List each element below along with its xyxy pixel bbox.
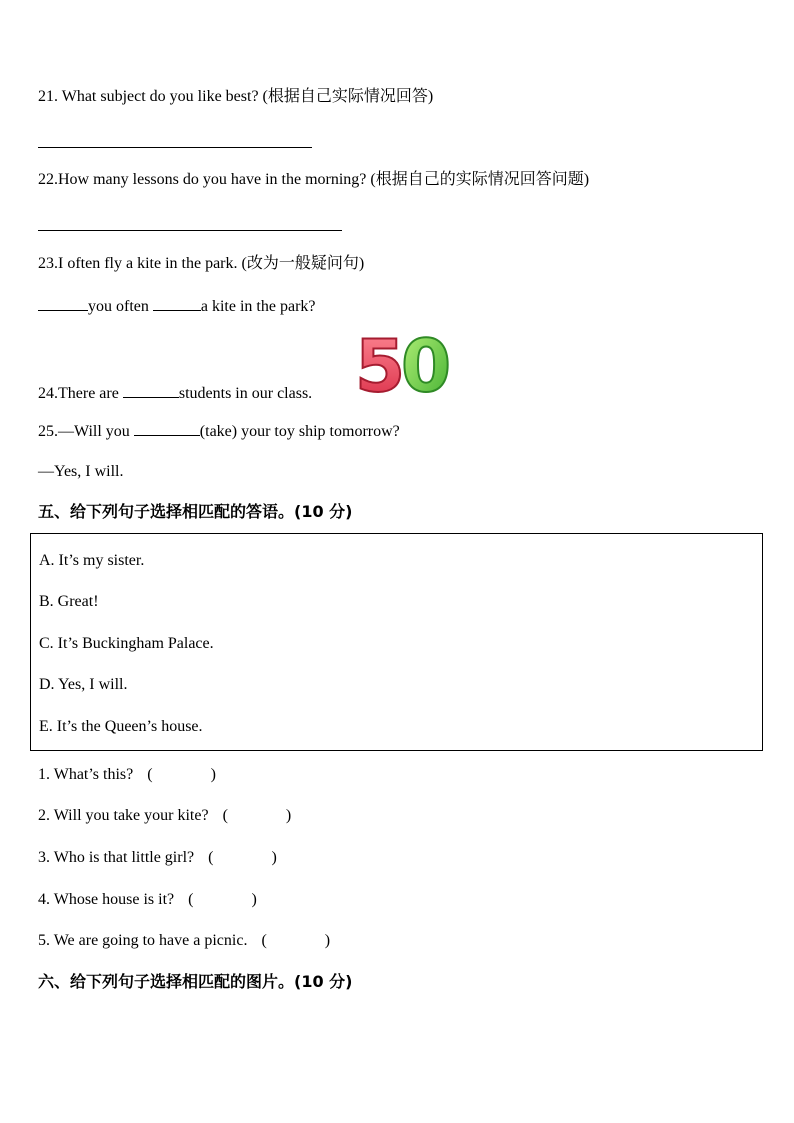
question-23-part2: a kite in the park?	[200, 298, 316, 315]
option-c: C. It’s Buckingham Palace.	[39, 635, 214, 652]
match-question-text: 5. We are going to have a picnic.	[38, 932, 248, 949]
question-24-before: 24.There are	[38, 385, 119, 402]
question-25-reply: —Yes, I will.	[38, 463, 124, 480]
question-23: 23.I often fly a kite in the park. (改为一般疑问句)	[38, 255, 365, 272]
match-question-text: 2. Will you take your kite?	[38, 807, 209, 824]
question-24-after: students in our class.	[178, 385, 313, 402]
answer-line-22	[38, 230, 342, 231]
option-d: D. Yes, I will.	[39, 676, 128, 693]
question-25	[38, 420, 400, 442]
question-23-answer-row	[38, 295, 316, 317]
question-21: 21. What subject do you like best? (根据自己实际情况回答)	[38, 88, 434, 105]
answer-paren[interactable]: ( )	[208, 849, 277, 866]
question-22: 22.How many lessons do you have in the morning? (根据自己的实际情况回答问题)	[38, 171, 590, 188]
answer-line-21	[38, 147, 312, 148]
question-25-before: 25.—Will you	[38, 423, 130, 440]
question-23-part1: you often	[88, 298, 149, 315]
match-question-4	[38, 890, 257, 910]
match-question-text: 1. What’s this?	[38, 766, 134, 783]
section-5-heading: 五、给下列句子选择相匹配的答语。(10 分)	[38, 502, 353, 521]
option-a: A. It’s my sister.	[39, 552, 145, 569]
blank[interactable]	[123, 382, 179, 398]
question-25-after: (take) your toy ship tomorrow?	[199, 423, 400, 440]
blank[interactable]	[38, 295, 88, 311]
match-question-text: 3. Who is that little girl?	[38, 849, 195, 866]
match-question-text: 4. Whose house is it?	[38, 891, 175, 908]
blank[interactable]	[153, 295, 201, 311]
blank[interactable]	[134, 420, 200, 436]
section-6-heading: 六、给下列句子选择相匹配的图片。(10 分)	[38, 972, 353, 991]
answer-paren[interactable]: ( )	[188, 891, 257, 908]
answer-options-box	[30, 533, 763, 751]
digit-zero: 0	[401, 329, 452, 399]
number-fifty-image	[355, 329, 455, 399]
match-question-2	[38, 806, 291, 826]
answer-paren[interactable]: ( )	[147, 766, 216, 783]
match-question-3	[38, 848, 277, 868]
match-question-5	[38, 931, 330, 951]
option-b: B. Great!	[39, 593, 99, 610]
answer-paren[interactable]: ( )	[222, 807, 292, 824]
option-e: E. It’s the Queen’s house.	[39, 718, 203, 735]
match-question-1	[38, 765, 216, 785]
digit-five: 5	[355, 329, 406, 399]
question-24	[38, 382, 312, 404]
answer-paren[interactable]: ( )	[261, 932, 331, 949]
